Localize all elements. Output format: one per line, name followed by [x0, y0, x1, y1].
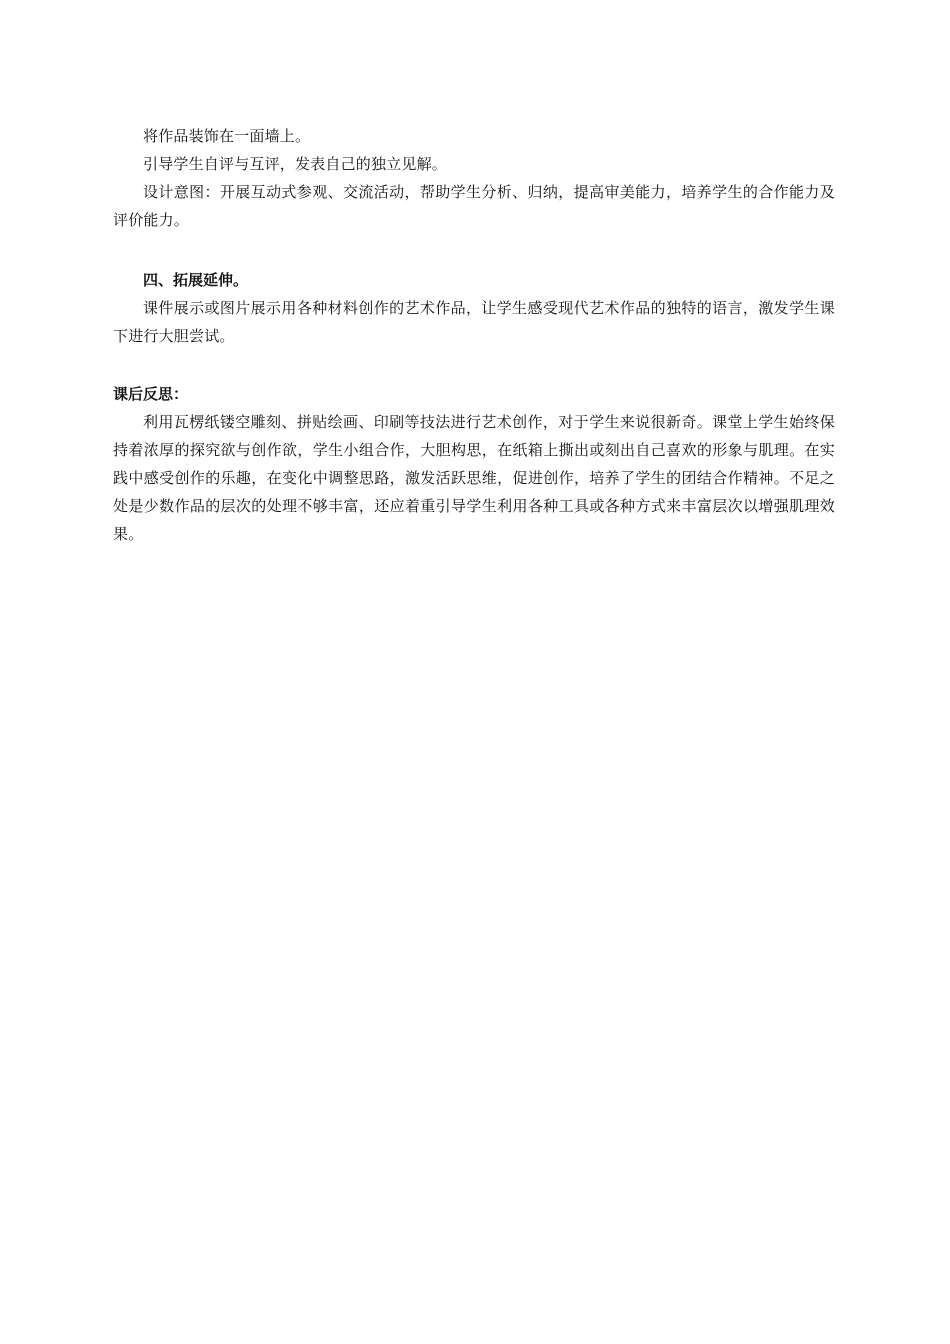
spacer — [113, 234, 835, 266]
document-page — [113, 122, 835, 548]
section-heading-extension: 四、拓展延伸。 — [143, 271, 249, 289]
paragraph-design-intent: 设计意图：开展互动式参观、交流活动，帮助学生分析、归纳，提高审美能力，培养学生的合作能力及评价能力。 — [113, 183, 835, 229]
paragraph-self-evaluation: 引导学生自评与互评，发表自己的独立见解。 — [143, 155, 448, 173]
section-heading-reflection: 课后反思： — [113, 385, 189, 403]
paragraph-extension: 课件展示或图片展示用各种材料创作的艺术作品，让学生感受现代艺术作品的独特的语言，激发学生课下进行大胆尝试。 — [113, 299, 835, 345]
spacer — [113, 350, 835, 380]
paragraph-reflection: 利用瓦楞纸镂空雕刻、拼贴绘画、印刷等技法进行艺术创作，对于学生来说很新奇。课堂上学生始终保持着浓厚的探究欲与创作欲，学生小组合作，大胆构思，在纸箱上撕出或刻出自己喜欢的形象与肌理。在实践中感受创作的乐趣，在变化中调整思路，激发活跃思维，促进创作，培养了学生的团结合作精神。不足之处是少数作品的层次的处理不够丰富，还应着重引导学生利用各种工具或各种方式来丰富层次以增强肌理效果。 — [113, 413, 835, 543]
paragraph-decorate-wall: 将作品装饰在一面墙上。 — [143, 127, 311, 145]
